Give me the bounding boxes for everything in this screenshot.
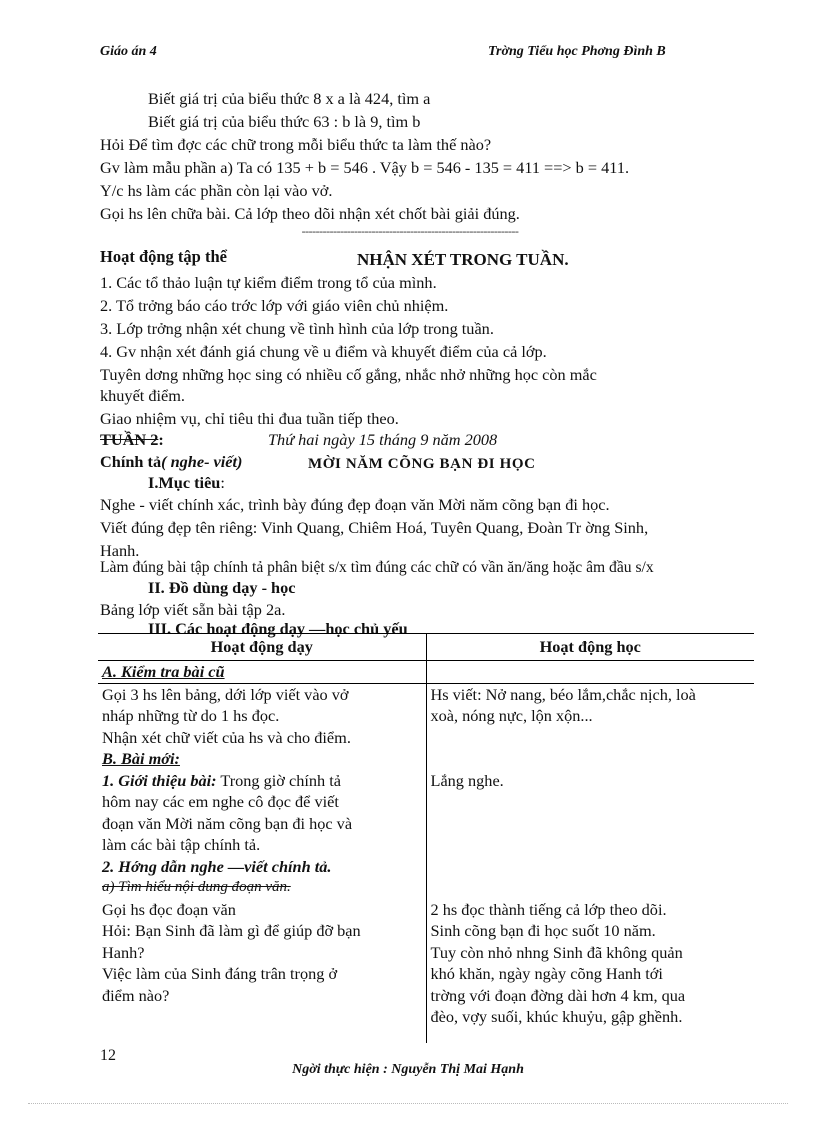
a-right-line-1: Hs viết: Nở nang, béo lắm,chắc nịch, loà	[430, 684, 696, 704]
a-left-line-3: Nhận xét chữ viết của hs và cho điểm.	[102, 727, 351, 747]
materials-heading: II. Đồ dùng dạy - học	[148, 578, 296, 597]
b2-left-line-1: Gọi hs đọc đoạn văn	[102, 899, 236, 919]
page-number: 12	[100, 1047, 116, 1064]
activity-line-4: 4. Gv nhận xét đánh giá chung về u điểm và khuyết điểm của cả lớp.	[100, 342, 547, 361]
activity-line-5: Tuyên dơng những học sing có nhiều cố gắng, nhắc nhở những học còn mắc	[100, 365, 597, 384]
table-row	[98, 899, 754, 1043]
b1-text-first: Trong giờ chính tả	[216, 770, 341, 790]
b2-right-line-1: 2 hs đọc thành tiếng cả lớp theo dõi.	[430, 899, 667, 919]
a-left-line-2: nháp những từ do 1 hs đọc.	[102, 706, 280, 725]
week-label: TUẦN 2	[100, 430, 159, 449]
intro-line-1: Biết giá trị của biểu thức 8 x a là 424, tìm a	[148, 89, 431, 108]
b2-left-line-2: Hỏi: Bạn Sinh đã làm gì để giúp đỡ bạn	[102, 921, 361, 940]
b2-right-line-2: Sinh cõng bạn đi học suốt 10 năm.	[430, 921, 656, 940]
week-label-line	[100, 429, 164, 451]
b2-right-line-4: khó khăn, ngày ngày cõng Hanh tới	[430, 964, 663, 983]
objective-1: Nghe - viết chính xác, trình bày đúng đẹp đoạn văn Mời năm cõng bạn đi học.	[100, 495, 610, 514]
b1-text-3: đoạn văn Mời năm cõng bạn đi học và	[102, 813, 353, 833]
week-colon: :	[158, 430, 164, 449]
activity-line-6: khuyết điểm.	[100, 386, 186, 405]
a-left-line-1: Gọi 3 hs lên bảng, dới lớp viết vào vở	[102, 684, 349, 704]
section-b-title: B. Bài mới:	[102, 749, 180, 768]
b2-right-line-5: trờng với đoạn đờng dài hơn 4 km, qua	[430, 985, 686, 1005]
b2a-title: a) Tìm hiểu nội dung đoạn văn.	[102, 879, 291, 895]
section-a-title: A. Kiểm tra bài cũ	[102, 662, 225, 681]
header-left: Giáo án 4	[100, 44, 157, 59]
activity-line-2: 2. Tổ trởng báo cáo trớc lớp với giáo viên chủ nhiệm.	[100, 296, 449, 315]
activity-title: NHẬN XÉT TRONG TUẦN.	[357, 250, 569, 269]
lesson-label-line	[100, 451, 242, 473]
intro-line-3: Hỏi Để tìm đợc các chữ trong mỗi biểu thức ta làm thế nào?	[100, 135, 492, 154]
b1-right: Lắng nghe.	[430, 770, 504, 790]
objective-3: Hanh.	[100, 541, 140, 560]
footer-credit: Ngời thực hiện : Nguyễn Thị Mai Hạnh	[292, 1062, 524, 1077]
materials-text: Bảng lớp viết sẵn bài tập 2a.	[100, 600, 286, 619]
table-row	[98, 748, 754, 899]
b1-text-2: hôm nay các em nghe cô đọc để viết	[102, 792, 339, 811]
intro-line-4: Gv làm mẫu phần a) Ta có 135 + b = 546 . Vậy b = 546 - 135 = 411 ==> b = 411.	[100, 158, 630, 177]
b1-text-4: làm các bài tập chính tả.	[102, 835, 261, 854]
b2-left-line-4: Việc làm của Sinh đáng trân trọng ở	[102, 964, 338, 983]
table-row	[98, 661, 754, 684]
lesson-title: MỜI NĂM CÕNG BẠN ĐI HỌC	[308, 456, 536, 472]
objectives-heading-line	[148, 472, 225, 494]
bottom-dotted-rule	[28, 1103, 788, 1104]
b2-right-line-3: Tuy còn nhỏ nhng Sinh đã không quản	[430, 942, 683, 962]
intro-line-5: Y/c hs làm các phần còn lại vào vở.	[100, 181, 333, 200]
table-header-row	[98, 634, 754, 661]
header-right: Trờng Tiểu học Phơng Đình B	[488, 44, 666, 59]
intro-line-6: Gọi hs lên chữa bài. Cả lớp theo dõi nhận xét chốt bài giải đúng.	[100, 204, 520, 223]
objectives-colon: :	[220, 473, 225, 492]
activity-line-1: 1. Các tổ thảo luận tự kiểm điểm trong tổ của mình.	[100, 273, 437, 292]
lesson-label-paren: ( nghe- viết)	[161, 452, 243, 471]
b2-left-line-5: điểm nào?	[102, 985, 170, 1005]
activity-line-3: 3. Lớp trởng nhận xét chung về tình hình của lớp trong tuần.	[100, 319, 494, 338]
week-date: Thứ hai ngày 15 tháng 9 năm 2008	[268, 430, 498, 449]
activity-label: Hoạt động tập thể	[100, 247, 227, 266]
objective-4: Làm đúng bài tập chính tả phân biệt s/x tìm đúng các chữ có vần ăn/ăng hoặc âm đầu s/x	[100, 559, 654, 576]
lesson-label: Chính tả	[100, 452, 162, 471]
b2-title: 2. Hớng dẫn nghe —viết chính tả.	[102, 856, 332, 876]
section-divider: --------------------------------------------------------------	[301, 224, 519, 238]
intro-line-2: Biết giá trị của biểu thức 63 : b là 9, tìm b	[148, 112, 421, 131]
objective-2: Viết đúng đẹp tên riêng: Vinh Quang, Chiêm Hoá, Tuyên Quang, Đoàn Tr ờng Sinh,	[100, 518, 649, 537]
b2-left-line-3: Hanh?	[102, 942, 145, 962]
activity-line-7: Giao nhiệm vụ, chỉ tiêu thi đua tuần tiếp theo.	[100, 409, 399, 428]
objectives-heading: I.Mục tiêu	[148, 473, 221, 492]
b1-title: 1. Giới thiệu bài:	[102, 770, 217, 790]
b2-right-line-6: đèo, vợy suối, khúc khuỷu, gập ghềnh.	[430, 1007, 683, 1026]
a-right-line-2: xoà, nóng nực, lộn xộn...	[430, 706, 593, 725]
col-teacher-header: Hoạt động dạy	[98, 634, 426, 661]
activities-heading: III. Các hoạt động dạy —học chủ yếu	[148, 619, 408, 638]
table-row	[98, 683, 754, 748]
activities-table	[98, 633, 754, 1043]
col-student-header: Hoạt động học	[426, 634, 754, 661]
